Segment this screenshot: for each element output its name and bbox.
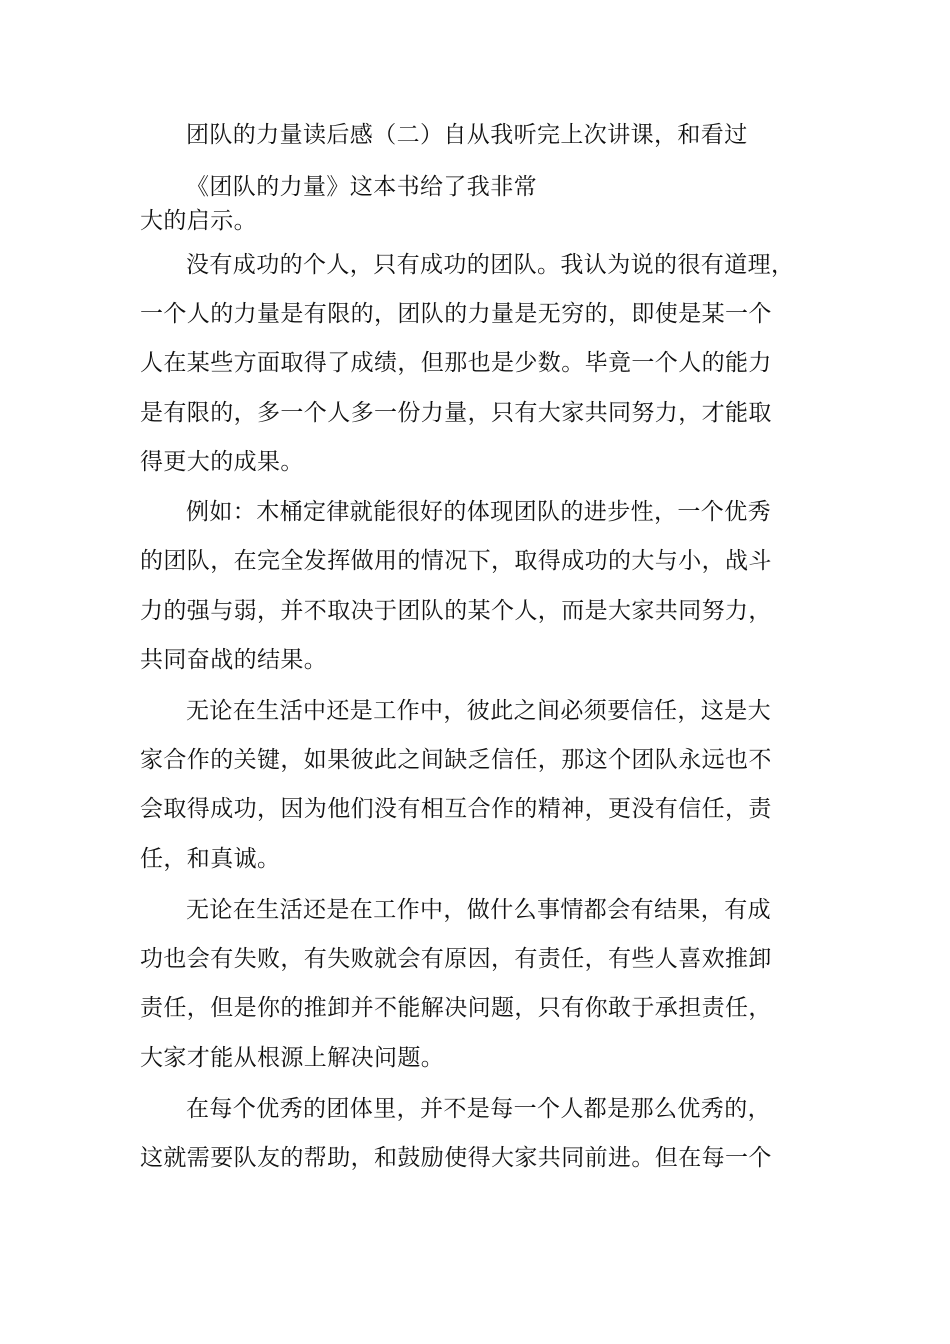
paragraph-line: 功也会有失败，有失败就会有原因，有责任，有些人喜欢推卸 <box>140 946 772 972</box>
paragraph-line: 会取得成功，因为他们没有相互合作的精神，更没有信任，责 <box>140 796 772 822</box>
paragraph-line: 在每个优秀的团体里，并不是每一个人都是那么优秀的， <box>186 1096 771 1122</box>
paragraph-line: 无论在生活还是在工作中，做什么事情都会有结果，有成 <box>186 897 771 923</box>
paragraph-line: 的团队，在完全发挥做用的情况下，取得成功的大与小，战斗 <box>140 548 772 574</box>
paragraph-line: 没有成功的个人，只有成功的团队。我认为说的很有道理， <box>186 252 795 278</box>
intro-line: 团队的力量读后感（二）自从我听完上次讲课，和看过 <box>186 122 748 148</box>
paragraph-line: 得更大的成果。 <box>140 449 304 475</box>
paragraph-line: 人在某些方面取得了成绩，但那也是少数。毕竟一个人的能力 <box>140 350 772 376</box>
paragraph-line: 这就需要队友的帮助，和鼓励使得大家共同前进。但在每一个 <box>140 1145 772 1171</box>
paragraph-line: 力的强与弱，并不取决于团队的某个人，而是大家共同努力， <box>140 598 772 624</box>
paragraph-line: 责任，但是你的推卸并不能解决问题，只有你敢于承担责任， <box>140 995 772 1021</box>
paragraph-line: 家合作的关键，如果彼此之间缺乏信任，那这个团队永远也不 <box>140 747 772 773</box>
paragraph-line: 任，和真诚。 <box>140 846 281 872</box>
paragraph-line: 一个人的力量是有限的，团队的力量是无穷的，即使是某一个 <box>140 301 772 327</box>
paragraph-line: 共同奋战的结果。 <box>140 647 328 673</box>
paragraph-line: 例如：木桶定律就能很好的体现团队的进步性，一个优秀 <box>186 499 771 525</box>
intro-line: 大的启示。 <box>140 208 257 234</box>
paragraph-line: 大家才能从根源上解决问题。 <box>140 1045 445 1071</box>
paragraph-line: 无论在生活中还是工作中，彼此之间必须要信任，这是大 <box>186 698 771 724</box>
paragraph-line: 是有限的，多一个人多一份力量，只有大家共同努力，才能取 <box>140 400 772 426</box>
intro-line: 《团队的力量》这本书给了我非常 <box>186 174 537 200</box>
